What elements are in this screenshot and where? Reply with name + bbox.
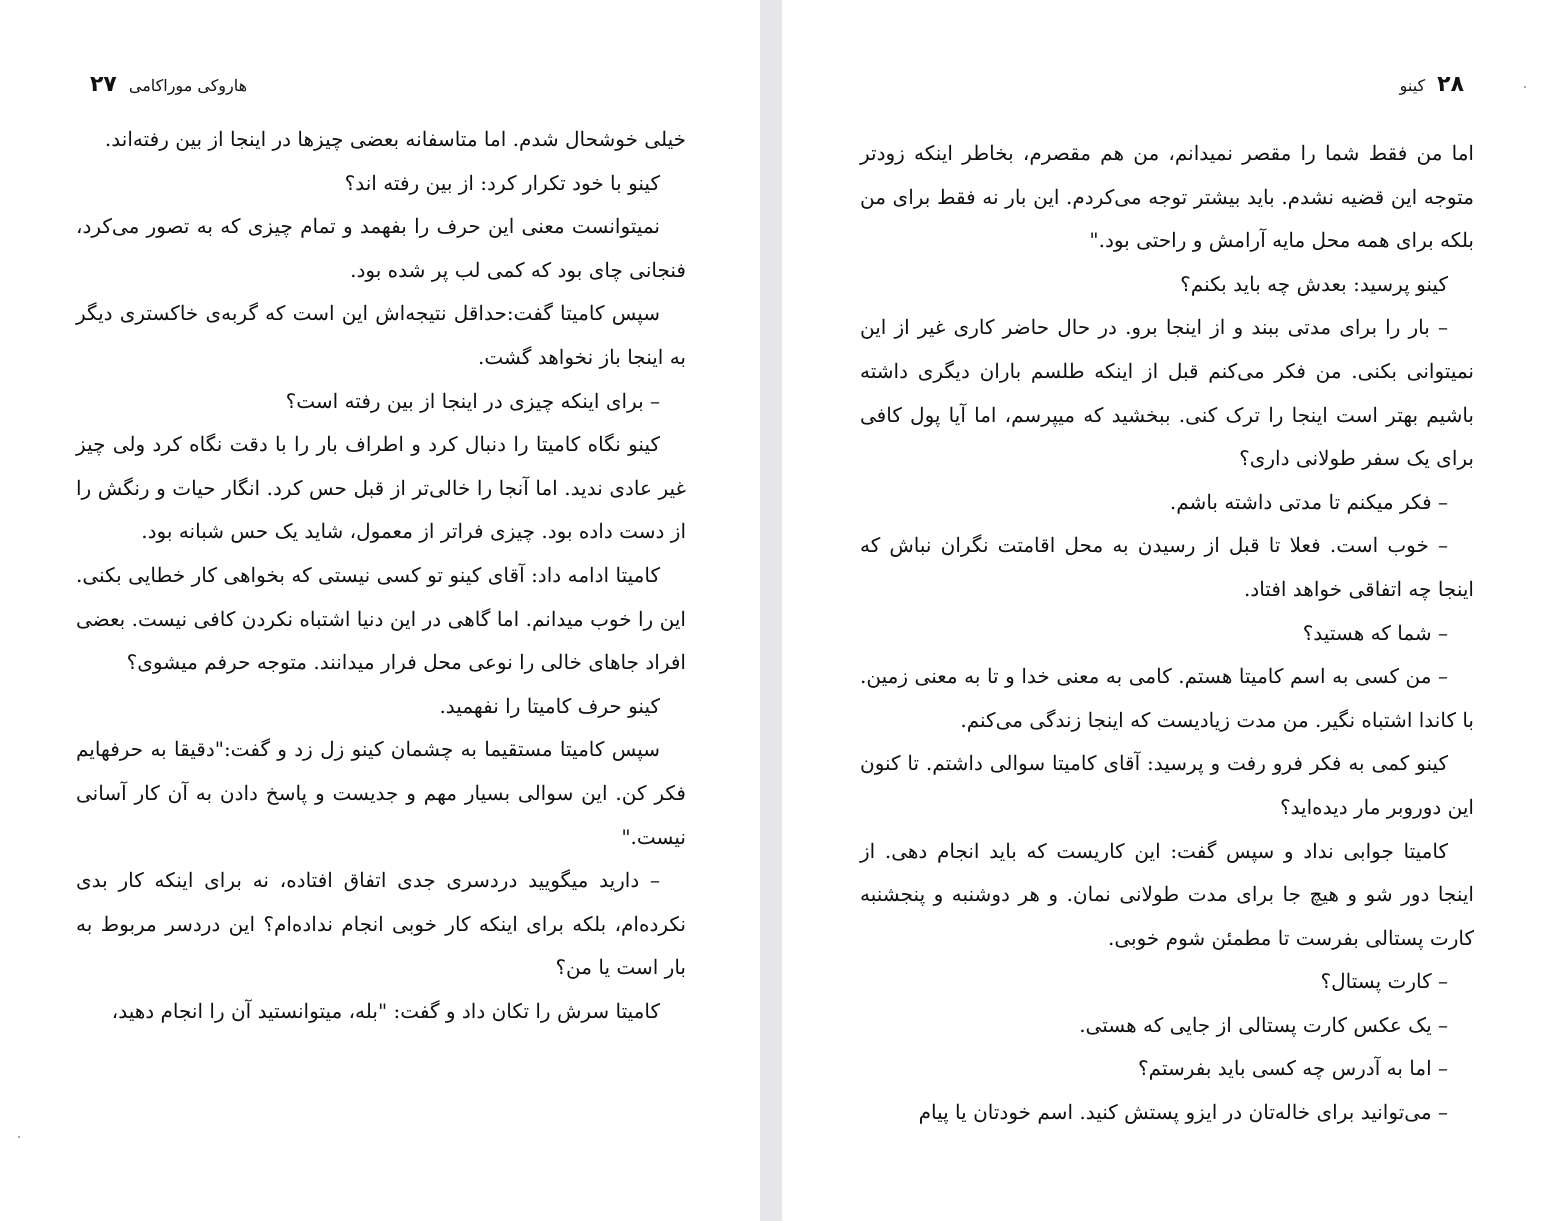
paragraph: – خوب است. فعلا تا قبل از رسیدن به محل اقامتت نگران نباش که اینجا چه اتفاقی خواهد افتاد.	[860, 533, 1474, 601]
paragraph: کینو حرف کامیتا را نفهمید.	[439, 693, 660, 718]
right-page-body	[860, 132, 1474, 1135]
paragraph: کینو پرسید: بعدش چه باید بکنم؟	[1180, 271, 1448, 296]
running-head-title: کینو	[1399, 76, 1426, 95]
paragraph: اما من فقط شما را مقصر نمیدانم، من هم مقصرم، بخاطر اینکه زودتر متوجه این قضیه نشدم. باید بیشتر توجه می‌کردم. این بار نه فقط برای من بلکه برای همه محل مایه آرامش و راحتی بود."	[860, 141, 1474, 253]
left-page-header	[90, 72, 250, 108]
paragraph: کامیتا ادامه داد: آقای کینو تو کسی نیستی که بخواهی کار خطایی بکنی. این را خوب میدانم. اما گاهی در این دنیا اشتباه نکردن کافی نیست. بعضی افراد جاهای خالی را نوعی محل فرار میدانند. متوجه حرفم میشوی؟	[76, 562, 686, 675]
right-page	[782, 0, 1544, 1221]
paragraph: – می‌توانید برای خاله‌تان در ایزو پستش کنید. اسم خودتان یا پیام	[918, 1100, 1448, 1125]
paragraph: کینو نگاه کامیتا را دنبال کرد و اطراف بار را با دقت نگاه کرد ولی چیز غیر عادی ندید. اما آنجا را خالی‌تر از قبل حس کرد. انگار حیات و رنگش را از دست داده بود. چیزی فراتر از معمول، شاید یک حس شبانه بود.	[76, 432, 686, 544]
paragraph: کینو با خود تکرار کرد: از بین رفته اند؟	[344, 170, 660, 195]
paragraph: خیلی خوشحال شدم. اما متاسفانه بعضی چیزها در اینجا از بین رفته‌اند.	[104, 127, 686, 151]
running-head-author: هاروکی موراکامی	[128, 76, 248, 95]
scan-speck	[18, 1136, 20, 1138]
paragraph: – برای اینکه چیزی در اینجا از بین رفته است؟	[285, 388, 660, 413]
right-page-header	[1344, 72, 1464, 108]
paragraph: نمیتوانست معنی این حرف را بفهمد و تمام چیزی که به تصور می‌کرد، فنجانی چای بود که کمی لب پر شده بود.	[76, 214, 686, 282]
left-page-body	[76, 118, 686, 1033]
paragraph: کینو کمی به فکر فرو رفت و پرسید: آقای کامیتا سوالی داشتم. تا کنون این دوروبر مار دیده‌اید؟	[860, 751, 1474, 819]
paragraph: – دارید میگویید دردسری جدی اتفاق افتاده، نه برای اینکه کار بدی نکرده‌ام، بلکه برای اینکه کار خوبی انجام نداده‌ام؟ این دردسر مربوط به بار است یا من؟	[76, 868, 686, 980]
page-number-right: ۲۸	[1437, 72, 1464, 97]
paragraph: کامیتا سرش را تکان داد و گفت: "بله، میتوانستید آن را انجام دهید،	[111, 998, 660, 1023]
scan-speck	[1524, 86, 1526, 88]
paragraph: – شما که هستید؟	[1302, 620, 1448, 645]
left-page	[0, 0, 760, 1221]
paragraph: – فکر میکنم تا مدتی داشته باشم.	[1169, 489, 1448, 514]
page-number-left: ۲۷	[90, 72, 117, 97]
paragraph: – من کسی به اسم کامیتا هستم. کامی به معنی خدا و تا به معنی زمین. با کاندا اشتباه نگیر. من مدت زیادیست که اینجا زندگی می‌کنم.	[860, 664, 1474, 732]
paragraph: – اما به آدرس چه کسی باید بفرستم؟	[1138, 1056, 1448, 1081]
paragraph: – کارت پستال؟	[1320, 969, 1448, 994]
paragraph: کامیتا جوابی نداد و سپس گفت: این کاریست که باید انجام دهی. از اینجا دور شو و هیچ جا برای مدت طولانی نمان. و هر دوشنبه و پنجشنبه کارت پستالی بفرست تا مطمئن شوم خوبی.	[860, 838, 1474, 950]
paragraph: سپس کامیتا مستقیما به چشمان کینو زل زد و گفت:"دقیقا به حرفهایم فکر کن. این سوالی بسیار مهم و جدیست و پاسخ دادن به آن کار آسانی نیست."	[76, 737, 686, 849]
paragraph: – یک عکس کارت پستالی از جایی که هستی.	[1079, 1012, 1448, 1037]
book-gutter	[760, 0, 782, 1221]
paragraph: – بار را برای مدتی ببند و از اینجا برو. در حال حاضر کاری غیر از این نمیتوانی بکنی. من فکر می‌کنم قبل از اینکه طلسم باران دیگری داشته باشیم بهتر است اینجا را ترک کنی. ببخشید که میپرسم، اما آیا پول کافی برای یک سفر طولانی داری؟	[860, 315, 1474, 471]
paragraph: سپس کامیتا گفت:حداقل نتیجه‌اش این است که گربه‌ی خاکستری دیگر به اینجا باز نخواهد گشت.	[76, 301, 686, 369]
